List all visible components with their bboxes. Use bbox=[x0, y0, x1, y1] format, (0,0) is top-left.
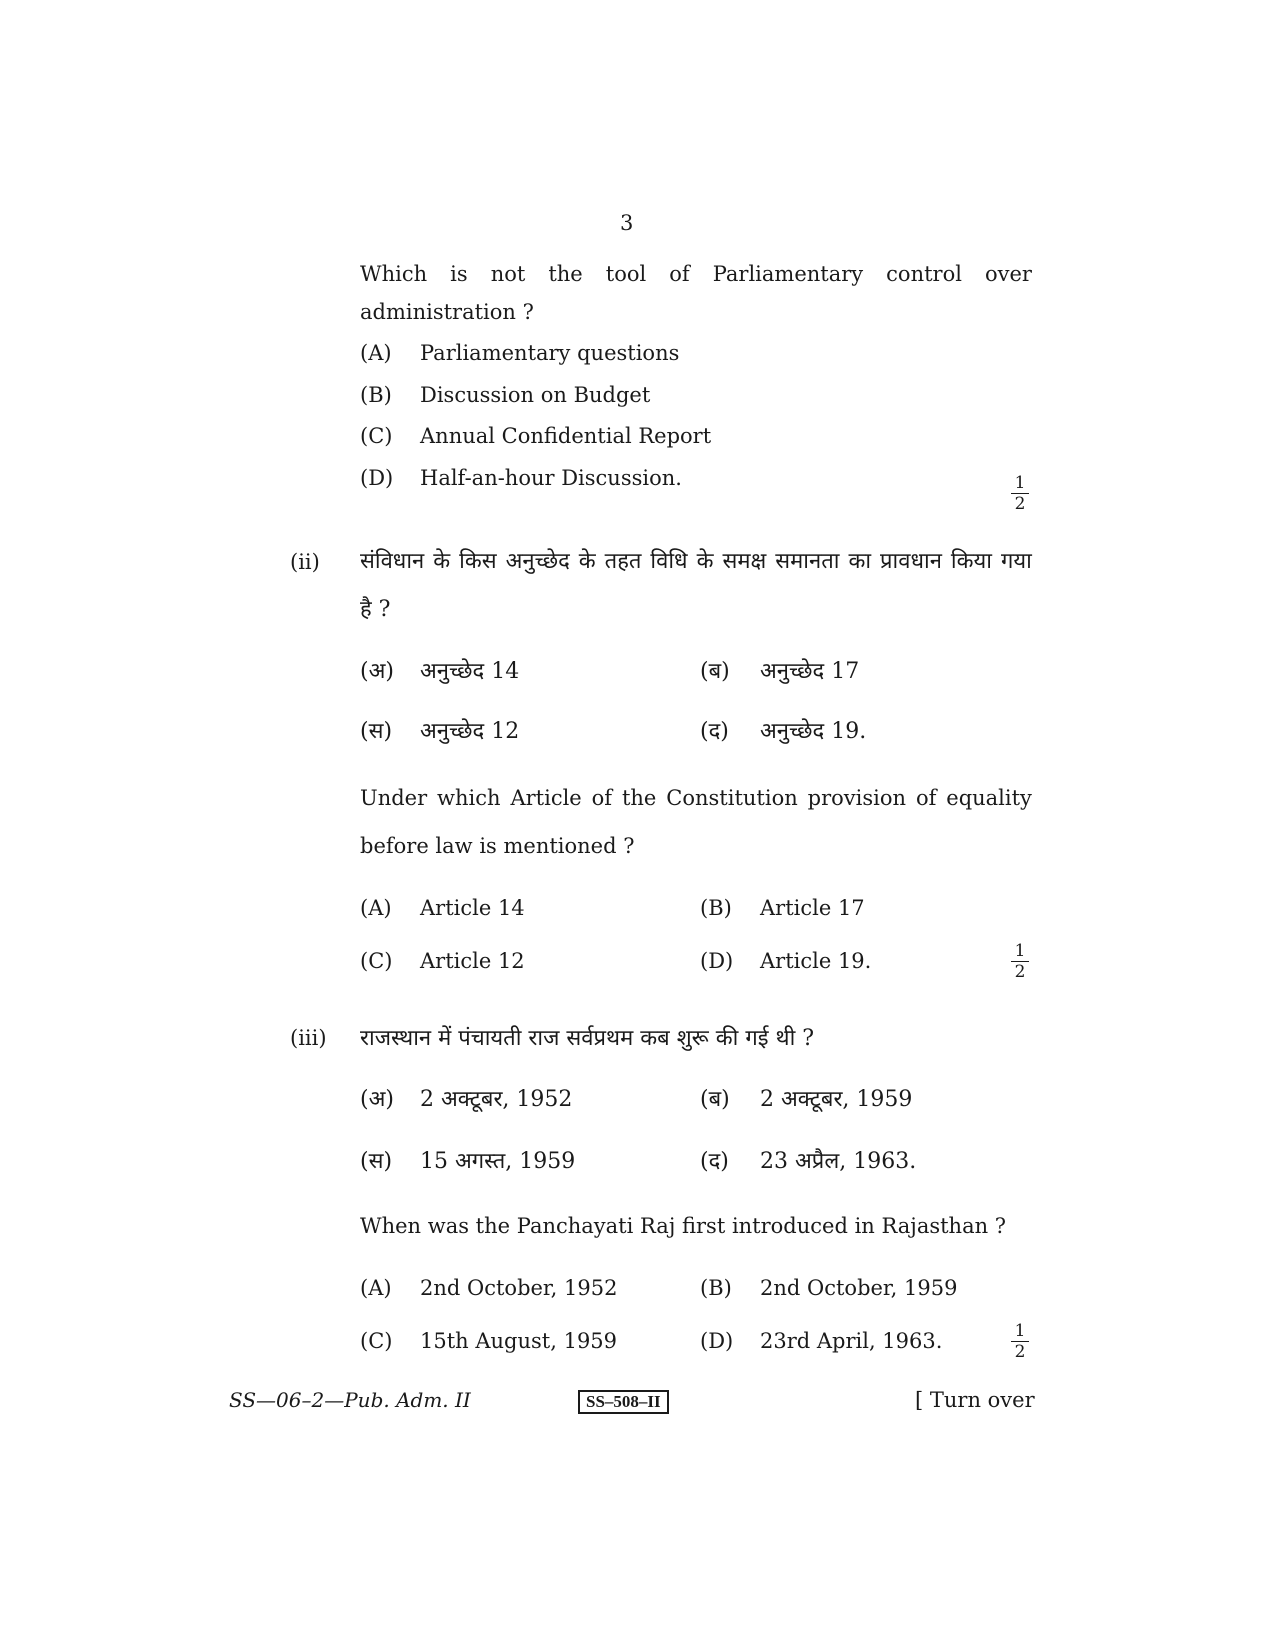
option-label: (ब) bbox=[700, 1087, 730, 1112]
option-label: (D) bbox=[360, 466, 394, 490]
word: is bbox=[450, 262, 468, 286]
option-label: (C) bbox=[360, 949, 393, 973]
marks-denominator: 2 bbox=[1014, 494, 1026, 514]
option-text: अनुच्छेद 17 bbox=[760, 659, 860, 684]
question-2-number: (ii) bbox=[290, 550, 320, 574]
word: किया bbox=[950, 549, 992, 574]
word: Article bbox=[510, 786, 582, 810]
word: अनुच्छेद bbox=[505, 549, 570, 574]
word: the bbox=[548, 262, 583, 286]
word: which bbox=[437, 786, 501, 810]
marks-denominator: 2 bbox=[1014, 1342, 1026, 1362]
question-2-english-line-1 bbox=[360, 786, 1032, 810]
option-label: (ब) bbox=[700, 659, 730, 684]
word: Which bbox=[360, 262, 428, 286]
word: किस bbox=[459, 549, 497, 574]
word: tool bbox=[605, 262, 647, 286]
question-2-hindi-line-1 bbox=[360, 545, 1032, 575]
question-1-line-1 bbox=[360, 262, 1032, 286]
word: Parliamentary bbox=[712, 262, 864, 286]
marks-numerator: 1 bbox=[1011, 474, 1029, 494]
option-label: (A) bbox=[360, 1276, 392, 1300]
option-label: (C) bbox=[360, 424, 393, 448]
marks-numerator: 1 bbox=[1011, 1322, 1029, 1342]
question-2-english-line-2: before law is mentioned ? bbox=[360, 834, 635, 858]
option-text: Article 14 bbox=[420, 896, 525, 920]
word: के bbox=[696, 549, 714, 574]
option-label: (C) bbox=[360, 1329, 393, 1353]
option-label: (B) bbox=[700, 896, 732, 920]
option-text: Article 17 bbox=[760, 896, 865, 920]
word: of bbox=[915, 786, 937, 810]
option-text: 23 अप्रैल, 1963. bbox=[760, 1149, 917, 1174]
word: Under bbox=[360, 786, 428, 810]
option-text: 2 अक्टूबर, 1952 bbox=[420, 1087, 573, 1112]
word: के bbox=[578, 549, 596, 574]
option-label: (द) bbox=[700, 719, 729, 744]
page-number: 3 bbox=[620, 211, 634, 235]
option-label: (A) bbox=[360, 896, 392, 920]
word: over bbox=[984, 262, 1032, 286]
marks-fraction bbox=[1011, 474, 1029, 513]
marks-fraction bbox=[1011, 942, 1029, 981]
marks-numerator: 1 bbox=[1011, 942, 1029, 962]
option-text: 15th August, 1959 bbox=[420, 1329, 618, 1353]
word: the bbox=[621, 786, 657, 810]
word: गया bbox=[1000, 549, 1032, 574]
option-text: Article 12 bbox=[420, 949, 525, 973]
option-text: Parliamentary questions bbox=[420, 341, 680, 365]
option-label: (स) bbox=[360, 719, 393, 744]
option-text: अनुच्छेद 12 bbox=[420, 719, 520, 744]
option-text: 2 अक्टूबर, 1959 bbox=[760, 1087, 913, 1112]
option-text: अनुच्छेद 14 bbox=[420, 659, 520, 684]
option-text: 23rd April, 1963. bbox=[760, 1329, 943, 1353]
word: का bbox=[848, 549, 872, 574]
question-3-number: (iii) bbox=[290, 1026, 327, 1050]
option-label: (स) bbox=[360, 1149, 393, 1174]
question-3-english: When was the Panchayati Raj first introduced in Rajasthan ? bbox=[360, 1214, 1007, 1238]
word: समानता bbox=[775, 549, 840, 574]
option-label: (D) bbox=[700, 949, 734, 973]
footer-question-code: SS–508–II bbox=[578, 1390, 669, 1414]
option-label: (अ) bbox=[360, 1087, 394, 1112]
option-text: Article 19. bbox=[760, 949, 872, 973]
word: प्रावधान bbox=[880, 549, 942, 574]
word: विधि bbox=[650, 549, 688, 574]
option-text: Half-an-hour Discussion. bbox=[420, 466, 682, 490]
question-3-hindi: राजस्थान में पंचायती राज सर्वप्रथम कब शुरू की गई थी ? bbox=[360, 1026, 815, 1051]
option-text: 2nd October, 1952 bbox=[420, 1276, 618, 1300]
option-text: 2nd October, 1959 bbox=[760, 1276, 958, 1300]
marks-denominator: 2 bbox=[1014, 962, 1026, 982]
word: provision bbox=[807, 786, 907, 810]
word: Constitution bbox=[666, 786, 798, 810]
option-label: (B) bbox=[360, 383, 392, 407]
option-label: (A) bbox=[360, 341, 392, 365]
option-text: 15 अगस्त, 1959 bbox=[420, 1149, 576, 1174]
option-label: (B) bbox=[700, 1276, 732, 1300]
option-label: (द) bbox=[700, 1149, 729, 1174]
marks-fraction bbox=[1011, 1322, 1029, 1361]
option-text: Discussion on Budget bbox=[420, 383, 651, 407]
word: of bbox=[669, 262, 690, 286]
word: of bbox=[591, 786, 613, 810]
option-label: (अ) bbox=[360, 659, 394, 684]
word: समक्ष bbox=[722, 549, 767, 574]
option-text: अनुच्छेद 19. bbox=[760, 719, 867, 744]
question-2-hindi-line-2: है ? bbox=[360, 597, 391, 622]
question-1-line-2: administration ? bbox=[360, 300, 534, 324]
word: के bbox=[433, 549, 451, 574]
word: तहत bbox=[604, 549, 642, 574]
option-text: Annual Confidential Report bbox=[420, 424, 712, 448]
word: control bbox=[886, 262, 962, 286]
footer-turn-over: [ Turn over bbox=[915, 1388, 1035, 1412]
word: not bbox=[490, 262, 526, 286]
word: equality bbox=[946, 786, 1032, 810]
word: संविधान bbox=[360, 549, 425, 574]
option-label: (D) bbox=[700, 1329, 734, 1353]
footer-paper-code: SS—06–2—Pub. Adm. II bbox=[229, 1388, 471, 1412]
